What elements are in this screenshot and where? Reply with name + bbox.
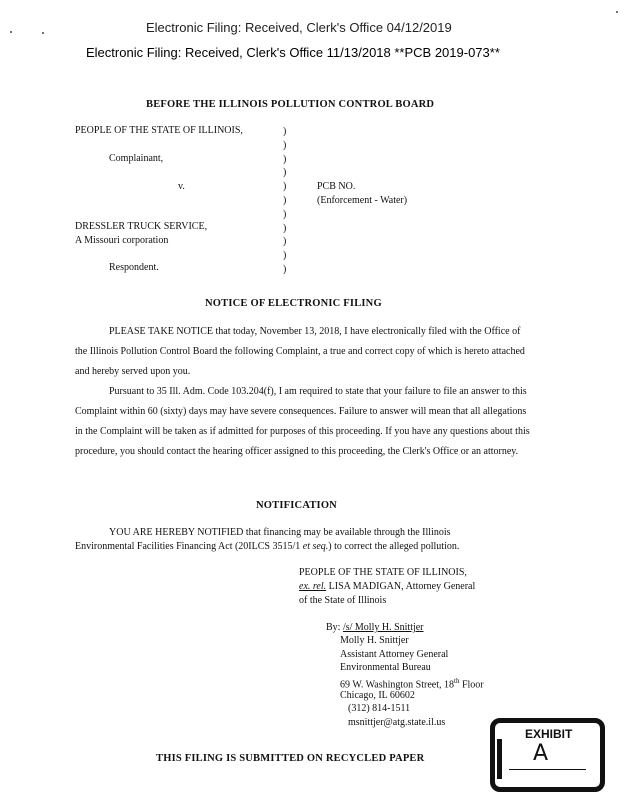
exhibit-sticker — [490, 718, 605, 792]
signature-party-2-rest: LISA MADIGAN, Attorney General — [326, 581, 476, 592]
notification-et-seq: et seq. — [302, 541, 329, 552]
scan-speck — [42, 32, 44, 34]
address-part-a: 69 W. Washington Street, 18 — [340, 679, 455, 691]
signature-party-2 — [299, 580, 475, 594]
by-label: By: — [326, 622, 343, 633]
notice-paragraph-1 — [75, 322, 535, 382]
address-superscript: th — [454, 677, 460, 685]
recycled-paper-footer: THIS FILING IS SUBMITTED ON RECYCLED PAPER — [156, 753, 425, 764]
notification-line-2 — [75, 541, 459, 552]
notification-line-2a: Environmental Facilities Financing Act (20ILCS 3515/1 — [75, 541, 303, 552]
electronic-signature: /s/ Molly H. Snittjer — [342, 622, 424, 633]
attorney-city: Chicago, IL 60602 — [340, 690, 415, 701]
signature-party-1: PEOPLE OF THE STATE OF ILLINOIS, — [299, 567, 467, 578]
address-part-b: Floor — [459, 679, 484, 691]
board-heading: BEFORE THE ILLINOIS POLLUTION CONTROL BOARD — [146, 99, 435, 110]
filing-stamp-2018: Electronic Filing: Received, Clerk's Office 11/13/2018 **PCB 2019-073** — [86, 45, 500, 60]
attorney-bureau: Environmental Bureau — [340, 662, 431, 673]
scan-speck — [10, 31, 12, 33]
attorney-email: msnittjer@atg.state.il.us — [348, 717, 446, 728]
attorney-title: Assistant Attorney General — [340, 649, 449, 660]
notice-paragraph-2 — [75, 382, 535, 462]
plaintiff-name: PEOPLE OF THE STATE OF ILLINOIS, — [75, 125, 243, 136]
caption-parentheses: ) ) ) ) ) ) ) ) ) ) ) — [283, 126, 287, 275]
notice-paragraph-1-text: PLEASE TAKE NOTICE that today, November 13, 2018, I have electronically filed with the Office of the Illinois Pollution Control Board the following Complaint, a true and correct copy of which is hereto attached and hereby served upon you. — [75, 326, 525, 377]
respondent-label: Respondent. — [109, 262, 159, 273]
notification-line-1: YOU ARE HEREBY NOTIFIED that financing may be available through the Illinois — [109, 527, 451, 538]
signature-by-line — [326, 621, 424, 635]
case-number-label: PCB NO. — [317, 181, 356, 192]
sticker-tab — [497, 739, 502, 779]
filing-stamp-2019: Electronic Filing: Received, Clerk's Office 04/12/2019 — [146, 20, 452, 35]
defendant-description: A Missouri corporation — [75, 235, 169, 246]
attorney-phone: (312) 814-1511 — [348, 703, 411, 714]
complainant-label: Complainant, — [109, 153, 164, 164]
defendant-name: DRESSLER TRUCK SERVICE, — [75, 221, 208, 232]
exhibit-letter: A — [533, 741, 549, 766]
signature-party-3: of the State of Illinois — [299, 595, 387, 606]
notice-title: NOTICE OF ELECTRONIC FILING — [205, 298, 382, 309]
versus-label: v. — [178, 181, 185, 192]
scan-speck — [616, 11, 618, 13]
case-type: (Enforcement - Water) — [317, 195, 408, 206]
notification-line-2b: ) to correct the alleged pollution. — [328, 541, 460, 552]
notice-paragraph-2-text: Pursuant to 35 Ill. Adm. Code 103.204(f), I am required to state that your failure to file an answer to this Complaint within 60 (sixty) days may have severe consequences. Failure to answer will mean that all allegations in the Complaint will be taken as if admitted for purposes of this proceeding. If you have any questions about this procedure, you should contact the hearing officer assigned to this proceeding, the Clerk's Office or an attorney. — [75, 386, 530, 457]
exhibit-underline — [509, 769, 586, 770]
attorney-name: Molly H. Snittjer — [340, 635, 409, 646]
ex-rel: ex. rel. — [299, 581, 327, 592]
notification-title: NOTIFICATION — [256, 500, 337, 511]
exhibit-label: EXHIBIT — [525, 727, 573, 741]
